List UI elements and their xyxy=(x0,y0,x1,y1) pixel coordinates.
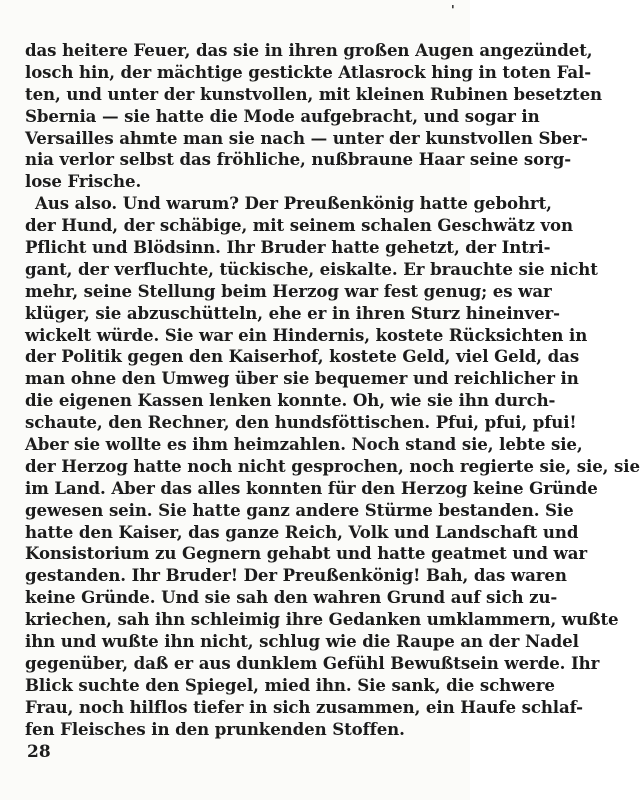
text-line: gewesen sein. Sie hatte ganz andere Stürme bestanden. Sie xyxy=(25,499,574,520)
text-line: Versailles ahmte man sie nach — unter der kunstvollen Sber- xyxy=(25,127,588,148)
text-line: Sbernia — sie hatte die Mode aufgebracht, und sogar in xyxy=(25,105,540,126)
body-text xyxy=(25,40,640,741)
text-line: Pflicht und Blödsinn. Ihr Bruder hatte gehetzt, der Intri- xyxy=(25,237,551,258)
text-line: keine Gründe. Und sie sah den wahren Grund auf sich zu- xyxy=(25,587,558,608)
text-line: der Herzog hatte noch nicht gesprochen, noch regierte sie, sie, sie xyxy=(25,455,640,476)
text-line: lose Frische. xyxy=(25,171,142,192)
text-line: Frau, noch hilflos tiefer in sich zusammen, ein Haufe schlaf- xyxy=(25,696,583,717)
text-line: im Land. Aber das alles konnten für den Herzog keine Gründe xyxy=(25,477,598,498)
text-line: klüger, sie abzuschütteln, ehe er in ihren Sturz hineinver- xyxy=(25,302,560,323)
paragraph-2 xyxy=(25,193,640,740)
text-line: hatte den Kaiser, das ganze Reich, Volk und Landschaft und xyxy=(25,521,579,542)
corner-mark: ' xyxy=(451,3,455,17)
paragraph-1 xyxy=(25,40,603,193)
text-line: die eigenen Kassen lenken konnte. Oh, wie sie ihn durch- xyxy=(25,390,556,411)
text-line: ihn und wußte ihn nicht, schlug wie die Raupe an der Nadel xyxy=(25,631,579,652)
text-line: der Politik gegen den Kaiserhof, kostete Geld, viel Geld, das xyxy=(25,346,580,367)
text-line: das heitere Feuer, das sie in ihren großen Augen angezündet, xyxy=(25,40,593,60)
text-line: losch hin, der mächtige gestickte Atlasrock hing in toten Fal- xyxy=(25,61,591,82)
text-line: kriechen, sah ihn schleimig ihre Gedanken umklammern, wußte xyxy=(25,609,619,630)
text-line: Blick suchte den Spiegel, mied ihn. Sie sank, die schwere xyxy=(25,674,555,695)
text-line: man ohne den Umweg über sie bequemer und reichlicher in xyxy=(25,368,579,389)
text-line: ten, und unter der kunstvollen, mit kleinen Rubinen besetzten xyxy=(25,83,603,104)
text-line: wickelt würde. Sie war ein Hindernis, kostete Rücksichten in xyxy=(25,324,588,345)
text-line: nia verlor selbst das fröhliche, nußbraune Haar seine sorg- xyxy=(25,149,572,170)
text-line: mehr, seine Stellung beim Herzog war fest genug; es war xyxy=(25,280,552,301)
text-line: gestanden. Ihr Bruder! Der Preußenkönig! Bah, das waren xyxy=(25,565,567,586)
text-line: gegenüber, daß er aus dunklem Gefühl Bewußtsein werde. Ihr xyxy=(25,652,600,673)
text-line: gant, der verfluchte, tückische, eiskalte. Er brauchte sie nicht xyxy=(25,258,598,279)
page-number: 28 xyxy=(27,742,51,762)
text-line: Konsistorium zu Gegnern gehabt und hatte geatmet und war xyxy=(25,543,587,564)
text-line: schaute, den Rechner, den hundsföttischen. Pfui, pfui, pfui! xyxy=(25,412,577,433)
text-line: der Hund, der schäbige, mit seinem schalen Geschwätz von xyxy=(25,215,573,236)
text-line: Aus also. Und warum? Der Preußenkönig hatte gebohrt, xyxy=(35,193,552,214)
text-line: Aber sie wollte es ihm heimzahlen. Noch stand sie, lebte sie, xyxy=(25,434,583,455)
text-line: fen Fleisches in den prunkenden Stoffen. xyxy=(25,718,405,739)
